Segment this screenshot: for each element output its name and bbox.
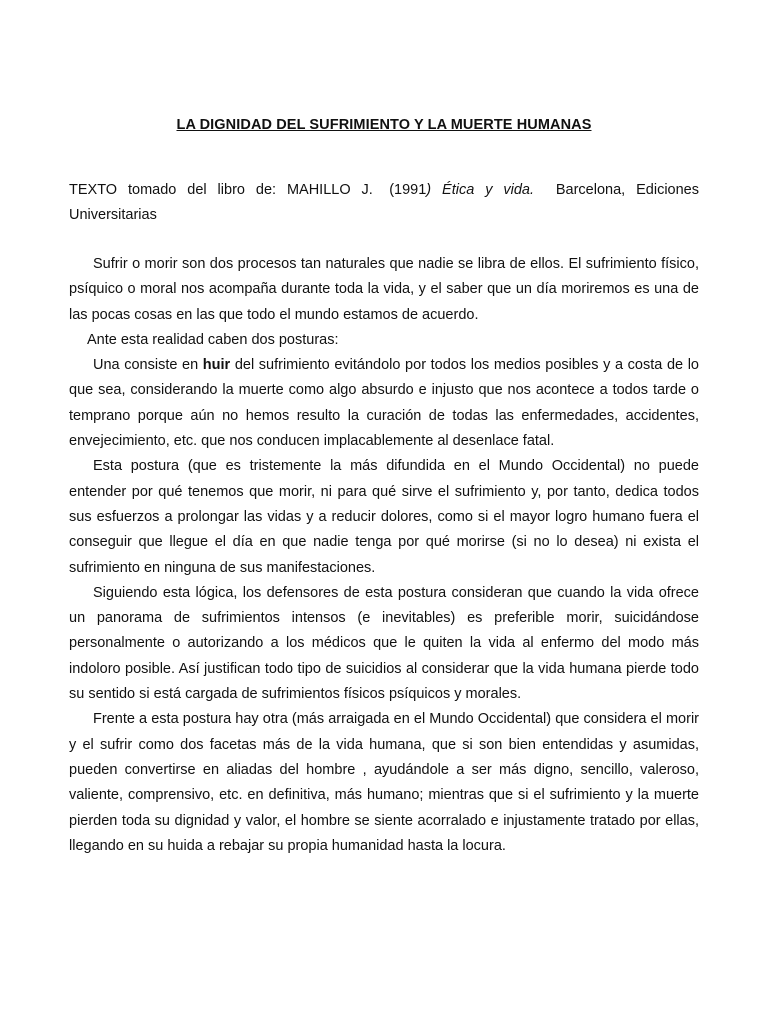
paragraph-3 [69, 353, 699, 454]
paragraph-3-rest: del sufrimiento evitándolo por todos los medios posibles y a costa de lo que sea, considerando la muerte como algo absurdo e injusto que nos acontece a todos tarde o temprano porque aún no hemos resulto la curación de todas las enfermedades, accidentes, envejecimiento, etc. que nos conducen implacablemente al desenlace fatal. [69, 357, 699, 450]
paragraph-3-start: Una consiste en [93, 357, 203, 374]
paragraph-1: Sufrir o morir son dos procesos tan naturales que nadie se libra de ellos. El sufrimiento físico, psíquico o moral nos acompaña durante toda la vida, y el saber que un día moriremos es una de las pocas cosas en las que todo el mundo estamos de acuerdo. [69, 256, 699, 323]
document-title: LA DIGNIDAD DEL SUFRIMIENTO Y LA MUERTE HUMANAS [176, 117, 592, 133]
source-book-title: ) Ética y vida. [426, 182, 535, 198]
paragraph-5: Siguiendo esta lógica, los defensores de esta postura consideran que cuando la vida ofrece un panorama de sufrimientos intensos (e inevitables) es preferible morir, suicidándose personalmente o autorizando a los médicos que le quiten la vida al enfermo del modo más indoloro posible. Así justifican todo tipo de suicidios al considerar que la vida humana pierde todo su sentido si está cargada de sufrimientos físicos psíquicos y morales. [69, 584, 699, 703]
source-citation [69, 178, 704, 228]
source-suffix: Barcelona, Ediciones Universitarias [69, 182, 704, 223]
paragraph-6: Frente a esta postura hay otra (más arraigada en el Mundo Occidental) que considera el morir y el sufrir como dos facetas más de la vida humana, que si son bien entendidas y asumidas, pueden convertirse en aliadas del hombre , ayudándole a ser más digno, sencillo, valeroso, valiente, comprensivo, etc. en definitiva, más humano; mientras que si el sufrimiento y la muerte pierden toda su dignidad y valor, el hombre se siente acorralado e injustamente tratado por ellas, llegando en su huida a rebajar su propia humanidad hasta la locura. [69, 711, 699, 854]
paragraph-4: Esta postura (que es tristemente la más difundida en el Mundo Occidental) no puede entender por qué tenemos que morir, ni para qué sirve el sufrimiento y, por tanto, dedica todos sus esfuerzos a prolongar las vidas y a reducir dolores, como si el mayor logro humano fuera el conseguir que llegue el día en que nadie tenga por qué morirse (si no lo desea) ni exista el sufrimiento en ninguna de sus manifestaciones. [69, 458, 699, 576]
paragraph-2: Ante esta realidad caben dos posturas: [87, 331, 339, 348]
paragraph-3-emphasis: huir [202, 357, 231, 374]
body-text [69, 252, 699, 859]
source-prefix: TEXTO tomado del libro de: MAHILLO J. (1991 [69, 182, 427, 198]
